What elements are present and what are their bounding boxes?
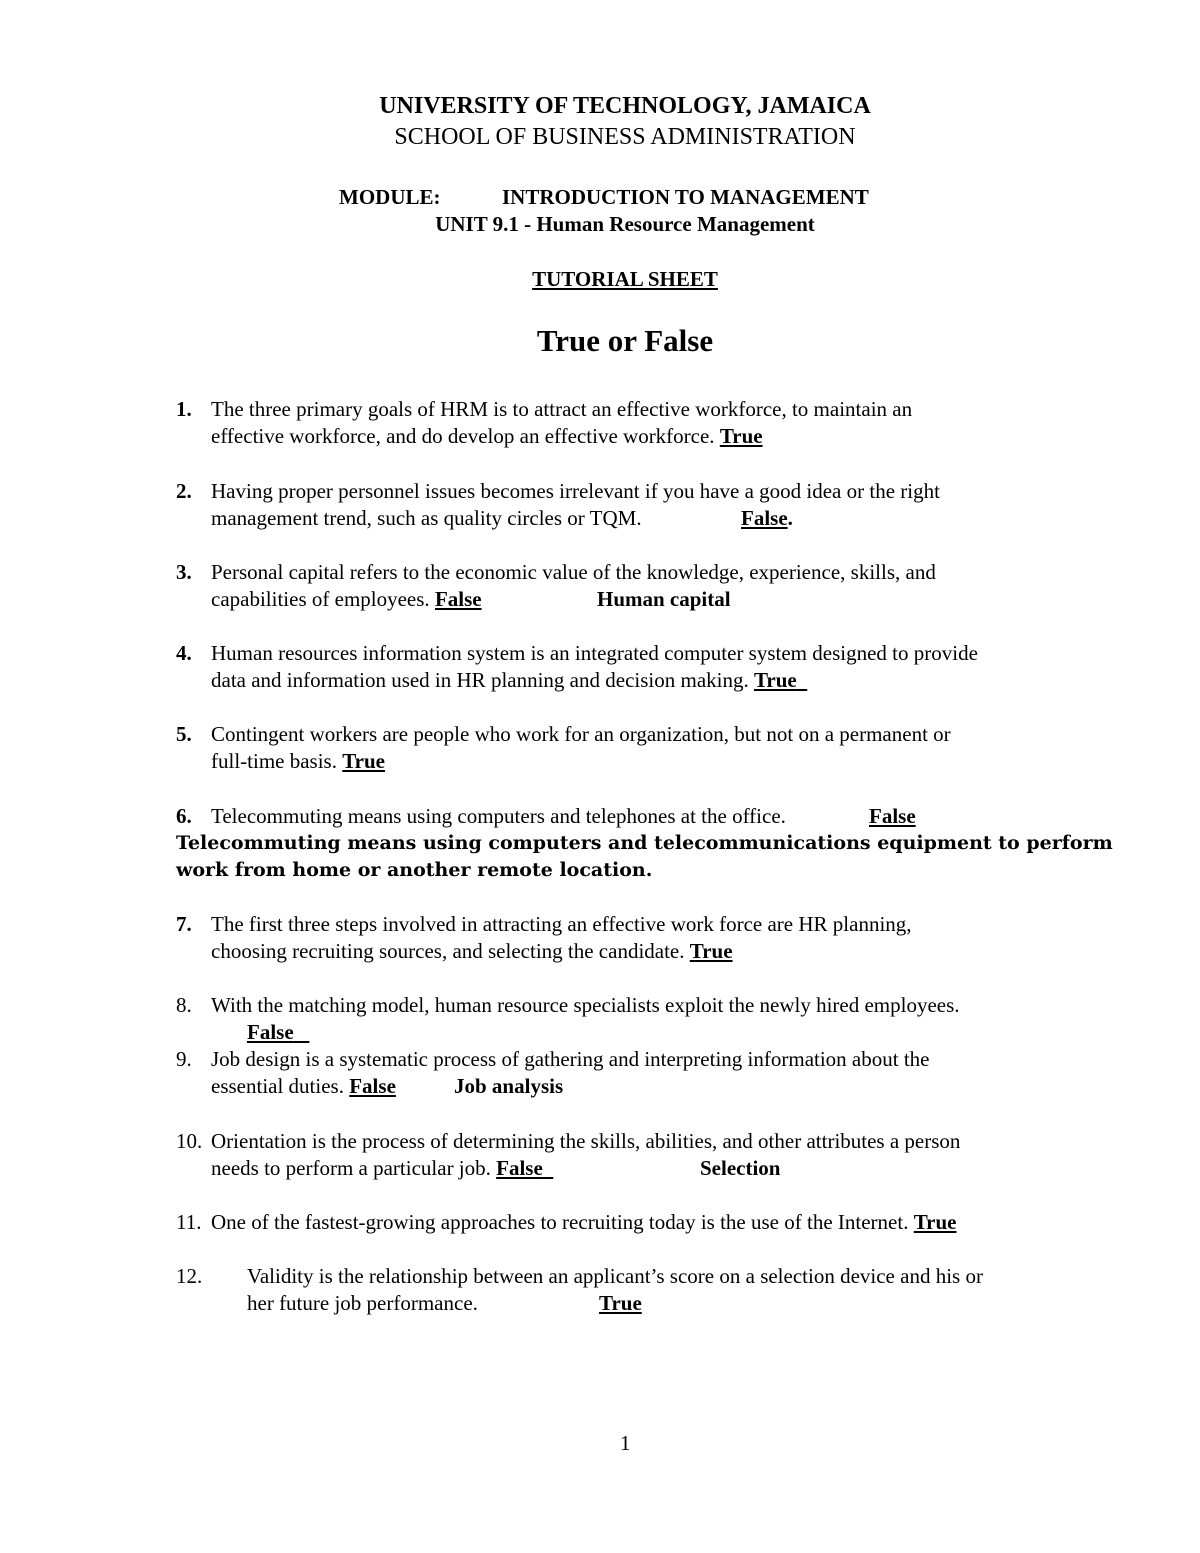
module-value: INTRODUCTION TO MANAGEMENT <box>502 185 869 209</box>
module-label: MODULE: <box>339 185 441 209</box>
question-number: 11. <box>176 1210 202 1234</box>
question-text-line: choosing recruiting sources, and selecting the candidate. True <box>211 939 733 963</box>
question-number: 3. <box>176 560 192 584</box>
answer: False <box>349 1074 396 1098</box>
question-number: 9. <box>176 1047 192 1071</box>
unit-title: UNIT 9.1 - Human Resource Management <box>435 212 815 236</box>
question-text-line: essential duties. False <box>211 1074 396 1098</box>
question-text-line: Job design is a systematic process of gathering and interpreting information about the <box>211 1047 930 1071</box>
answer: False <box>869 804 916 828</box>
university-name: UNIVERSITY OF TECHNOLOGY, JAMAICA <box>379 93 871 119</box>
answer: False <box>496 1156 543 1180</box>
correction: Selection <box>700 1156 781 1180</box>
question-text-line: full-time basis. True <box>211 749 386 773</box>
question-text-line: needs to perform a particular job. False <box>211 1155 553 1182</box>
answer: True <box>913 1210 957 1234</box>
question-text-line: Telecommuting means using computers and telephones at the office. <box>211 804 786 828</box>
question-text-line: data and information used in HR planning and decision making. True <box>211 667 807 694</box>
answer: False <box>434 587 482 611</box>
question-text-line: Contingent workers are people who work for an organization, but not on a permanent or <box>211 722 951 746</box>
question-number: 2. <box>176 479 192 503</box>
question-number: 8. <box>176 993 192 1017</box>
question-text-line: Personal capital refers to the economic value of the knowledge, experience, skills, and <box>211 560 936 584</box>
question-number: 10. <box>176 1129 203 1153</box>
answer: True <box>689 939 733 963</box>
sheet-title: TUTORIAL SHEET <box>532 267 718 291</box>
school-name: SCHOOL OF BUSINESS ADMINISTRATION <box>394 124 856 150</box>
question-text-line: Having proper personnel issues becomes irrelevant if you have a good idea or the right <box>211 479 940 503</box>
question-text-line: Human resources information system is an integrated computer system designed to provide <box>211 641 978 665</box>
question-text-line: effective workforce, and do develop an effective workforce. True <box>211 424 763 448</box>
question-text-line: The first three steps involved in attracting an effective work force are HR planning, <box>211 912 912 936</box>
answer: True <box>599 1291 642 1315</box>
question-text-line: capabilities of employees. False <box>211 587 482 611</box>
page-number: 1 <box>620 1431 631 1455</box>
question-text-line: her future job performance. <box>247 1291 478 1315</box>
question-text-line: management trend, such as quality circles or TQM. <box>211 506 642 530</box>
answer: True <box>719 424 763 448</box>
correction-line: work from home or another remote location. <box>176 859 653 881</box>
question-text-line: With the matching model, human resource specialists exploit the newly hired employees. <box>211 993 960 1017</box>
question-number: 12. <box>176 1264 203 1288</box>
question-text-line: The three primary goals of HRM is to attract an effective workforce, to maintain an <box>211 397 913 421</box>
correction-line: Telecommuting means using computers and telecommunications equipment to perform <box>176 832 1113 854</box>
question-text-line: Validity is the relationship between an applicant’s score on a selection device and his or <box>247 1264 983 1288</box>
question-number: 5. <box>176 722 192 746</box>
correction: Human capital <box>597 587 731 611</box>
question-number: 4. <box>176 641 192 665</box>
answer: False <box>247 1020 294 1044</box>
question-text-line: One of the fastest-growing approaches to recruiting today is the use of the Internet. True <box>211 1210 957 1234</box>
question-number: 1. <box>176 397 192 421</box>
answer: False. <box>741 506 793 530</box>
question-text-line: Orientation is the process of determining the skills, abilities, and other attributes a person <box>211 1129 961 1153</box>
correction: Job analysis <box>454 1074 564 1098</box>
answer: True <box>342 749 386 773</box>
section-title: True or False <box>536 323 714 358</box>
question-number: 7. <box>176 912 192 936</box>
answer: True <box>753 668 797 692</box>
question-number: 6. <box>176 804 192 828</box>
